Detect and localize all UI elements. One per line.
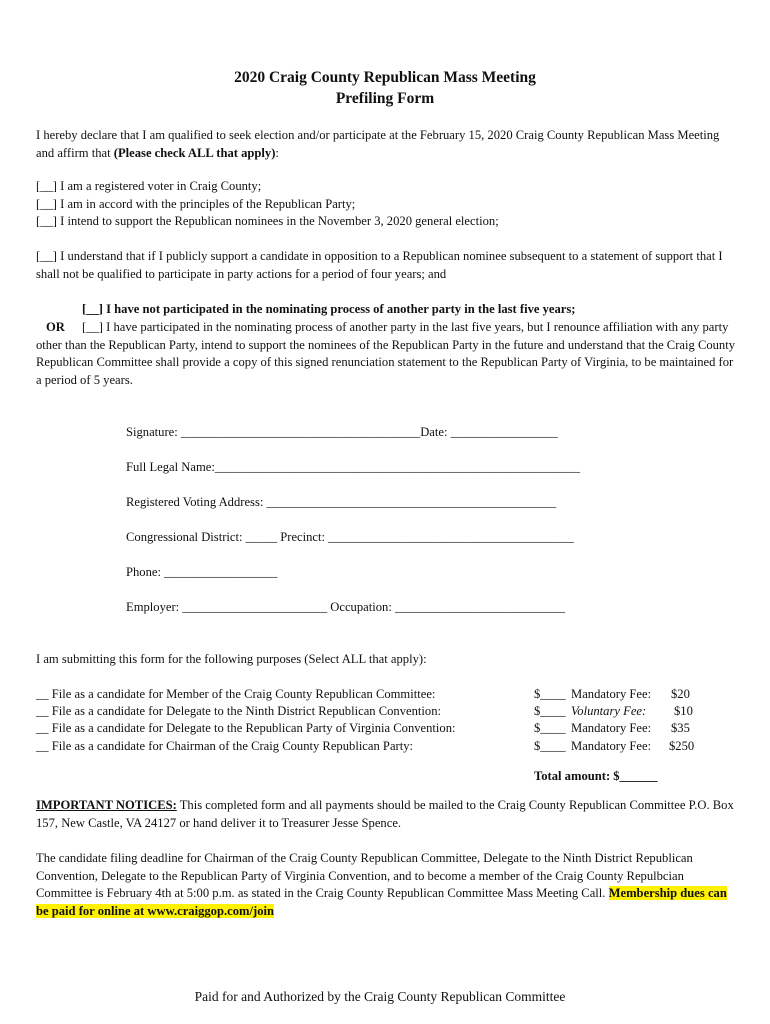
form-subtitle: Prefiling Form [335, 90, 435, 107]
district-precinct-field[interactable]: Congressional District: _____ Precinct: _______________________________________ [126, 530, 574, 544]
membership-link[interactable]: Membership dues can be paid for online at www.craiggop.com/join [36, 886, 727, 918]
purpose-fee-amount: $250 [669, 739, 695, 753]
total-amount-field[interactable]: Total amount: $______ [534, 769, 658, 783]
purpose-fee-amount: $35 [671, 721, 690, 735]
purpose-fee-label: Mandatory Fee: [571, 721, 652, 735]
purpose-fee-label: Mandatory Fee: [571, 739, 652, 753]
purpose-fee-amount: $10 [674, 704, 693, 718]
purpose-ninth-district[interactable]: __ File as a candidate for Delegate to the Ninth District Republican Convention: [36, 704, 441, 718]
check-understand[interactable]: [__] I understand that if I publicly support a candidate in opposition to a Republican nominee subsequent to a statement of support that I shall not be qualified to participate in party actions for a period of four years; and [36, 249, 723, 281]
purpose-fee-amount: $20 [671, 687, 690, 701]
phone-field[interactable]: Phone: __________________ [126, 565, 278, 579]
purpose-chairman[interactable]: __ File as a candidate for Chairman of the Craig County Republican Party: [36, 739, 414, 753]
purpose-committee-member[interactable]: __ File as a candidate for Member of the Craig County Republican Committee: [36, 687, 436, 701]
full-name-field[interactable]: Full Legal Name:__________________________________________________________ [126, 460, 581, 474]
purposes-intro: I am submitting this form for the following purposes (Select ALL that apply): [36, 652, 427, 666]
important-notice [36, 797, 736, 832]
footer-disclaimer: Paid for and Authorized by the Craig County Republican Committee [194, 989, 566, 1004]
notice-label: IMPORTANT NOTICES: [36, 798, 177, 812]
intro-paragraph [36, 127, 736, 162]
employer-occupation-field[interactable]: Employer: _______________________ Occupation: ___________________________ [126, 600, 565, 614]
purpose-blank[interactable]: $____ [534, 739, 566, 753]
notice-text: This completed form and all payments should be mailed to the Craig County Republican Committee P.O. Box 157, New Castle, VA 24127 or hand deliver it to Treasurer Jesse Spence. [36, 798, 734, 830]
deadline-paragraph [36, 850, 736, 920]
purpose-blank[interactable]: $____ [534, 687, 566, 701]
check-support-nominees[interactable]: [__] I intend to support the Republican nominees in the November 3, 2020 general election; [36, 214, 499, 228]
check-registered-voter[interactable]: [__] I am a registered voter in Craig County; [36, 179, 262, 193]
intro-bold: (Please check ALL that apply) [113, 145, 276, 160]
check-principles[interactable]: [__] I am in accord with the principles of the Republican Party; [36, 197, 356, 211]
intro-tail: : [275, 145, 279, 160]
deadline-text: The candidate filing deadline for Chairman of the Craig County Republican Committee, Delegate to the Ninth District Republican Convention, Delegate to the Republican Party of Virginia Convention, and to become a member of the Craig County Repulbcian Committee is February 4th at 5:00 p.m. as stated in the Craig County Republican Committee Mass Meeting Call. [36, 851, 693, 900]
check-not-participated[interactable]: [__] I have not participated in the nominating process of another party in the last five years; [82, 302, 576, 316]
purpose-blank[interactable]: $____ [534, 704, 566, 718]
check-renounce[interactable]: [__] I have participated in the nominating process of another party in the last five years, but I renounce affiliation with any party other than the Republican Party, intend to support the nominees of the Republican Party in the future and understand that the Craig County Republican Committee shall provide a copy of this signed renunciation statement to the Republican Party of Virginia, to be maintained for a period of 5 years. [36, 320, 736, 387]
purpose-fee-label: Voluntary Fee: [571, 704, 647, 718]
form-title: 2020 Craig County Republican Mass Meeting [234, 69, 536, 86]
intro-text: I hereby declare that I am qualified to seek election and/or participate at the February 15, 2020 Craig County Republican Mass Meeting and affirm that [36, 128, 720, 160]
purpose-fee-label: Mandatory Fee: [571, 687, 652, 701]
or-label: OR [46, 320, 65, 334]
purpose-blank[interactable]: $____ [534, 721, 566, 735]
purpose-rpv-convention[interactable]: __ File as a candidate for Delegate to the Republican Party of Virginia Convention: [36, 721, 456, 735]
address-field[interactable]: Registered Voting Address: ______________________________________________ [126, 495, 557, 509]
signature-field[interactable]: Signature: ______________________________________Date: _________________ [126, 425, 558, 439]
